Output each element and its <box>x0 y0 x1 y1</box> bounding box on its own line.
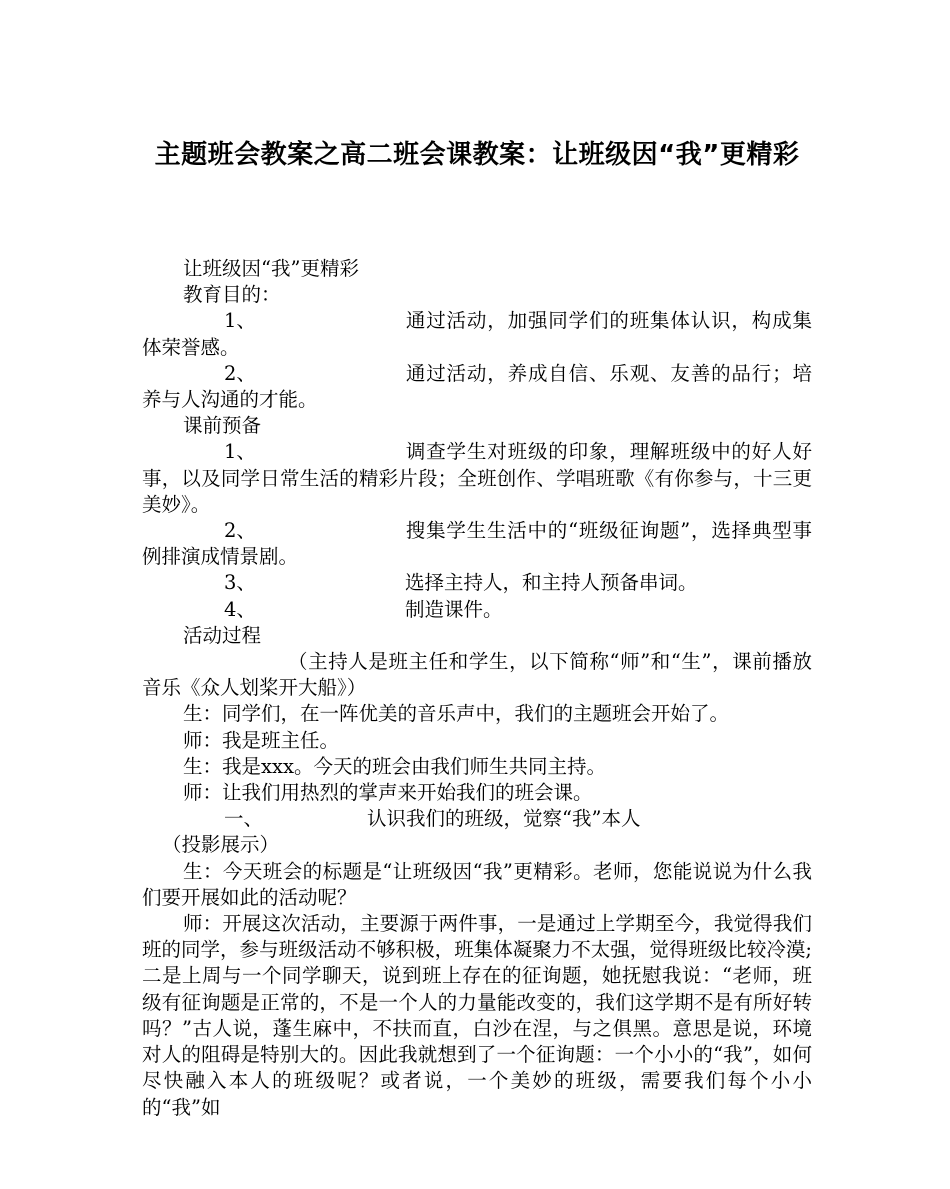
paragraph-prep-1 <box>142 439 812 518</box>
paragraph-text: 制造课件。 <box>405 597 503 621</box>
list-number: 4、 <box>224 597 256 621</box>
paragraph-goal-2 <box>142 361 812 413</box>
paragraph-text: 调查学生对班级的印象，理解班级中的好人好事，以及同学日常生活的精彩片段；全班创作、学唱班歌《有你参与，十三更美妙》。 <box>142 440 812 516</box>
paragraph-dialogue: 师：我是班主任。 <box>183 728 340 752</box>
paragraph-text: 搜集学生生活中的“班级征询题”，选择典型事例排演成情景剧。 <box>142 519 812 569</box>
paragraph-section-1 <box>142 806 812 832</box>
paragraph-hosts-note: （主持人是班主任和学生，以下简称“师”和“生”，课前播放音乐《众人划桨开大船》） <box>142 650 812 700</box>
paragraph-prep-3 <box>142 570 812 596</box>
paragraph-goal-1 <box>142 308 812 360</box>
paragraph-text: 选择主持人，和主持人预备串词。 <box>405 571 698 595</box>
list-number: 3、 <box>224 571 256 595</box>
paragraph-dialogue: 师：让我们用热烈的掌声来开始我们的班会课。 <box>183 781 593 805</box>
paragraph-text: 通过活动，加强同学们的班集体认识，构成集体荣誉感。 <box>142 309 812 359</box>
list-number: 2、 <box>224 361 256 385</box>
paragraph-prep-2 <box>142 518 812 570</box>
list-number: 1、 <box>224 440 256 464</box>
document-title: 主题班会教案之高二班会课教案：让班级因“我”更精彩 <box>154 140 800 170</box>
paragraph-goals-heading: 教育目的： <box>183 283 281 307</box>
paragraph-dialogue: 师：开展这次活动，主要源于两件事，一是通过上学期至今，我觉得我们班的同学，参与班级活动不够积极，班集体凝聚力不太强，觉得班级比较冷漠;二是上周与一个同学聊天，说到班上存在的征询题，她抚慰我说：“老师，班级有征询题是正常的，不是一个人的力量能改变的，我们这学期不是有所好转吗？”古人说，蓬生麻中，不扶而直，白沙在涅，与之俱黑。意思是说，环境对人的阻碍是特别大的。因此我就想到了一个征询题：一个小小的“我”，如何尽快融入本人的班级呢？或者说，一个美妙的班级，需要我们每个小小的“我”如 <box>142 912 812 1119</box>
list-number: 1、 <box>224 309 256 333</box>
paragraph-subtitle: 让班级因“我”更精彩 <box>183 257 359 280</box>
paragraph-dialogue: 生：今天班会的标题是“让班级因“我”更精彩。老师，您能说说为什么我们要开展如此的活动呢？ <box>142 859 812 909</box>
paragraph-prep-4 <box>142 597 812 623</box>
paragraph-dialogue: 生：同学们，在一阵优美的音乐声中，我们的主题班会开始了。 <box>183 702 730 726</box>
paragraph-text: 通过活动，养成自信、乐观、友善的品行；培养与人沟通的才能。 <box>142 361 812 412</box>
paragraph-prep-heading: 课前预备 <box>183 414 262 438</box>
paragraph-dialogue: 生：我是xxx。今天的班会由我们师生共同主持。 <box>183 754 606 778</box>
list-number: 2、 <box>224 519 256 543</box>
paragraph-projection: （投影展示） <box>162 833 280 857</box>
section-heading: 认识我们的班级，觉察“我”本人 <box>367 807 641 831</box>
paragraph-process-heading: 活动过程 <box>183 623 262 647</box>
document-body <box>142 256 812 1121</box>
section-number: 一、 <box>224 807 264 831</box>
